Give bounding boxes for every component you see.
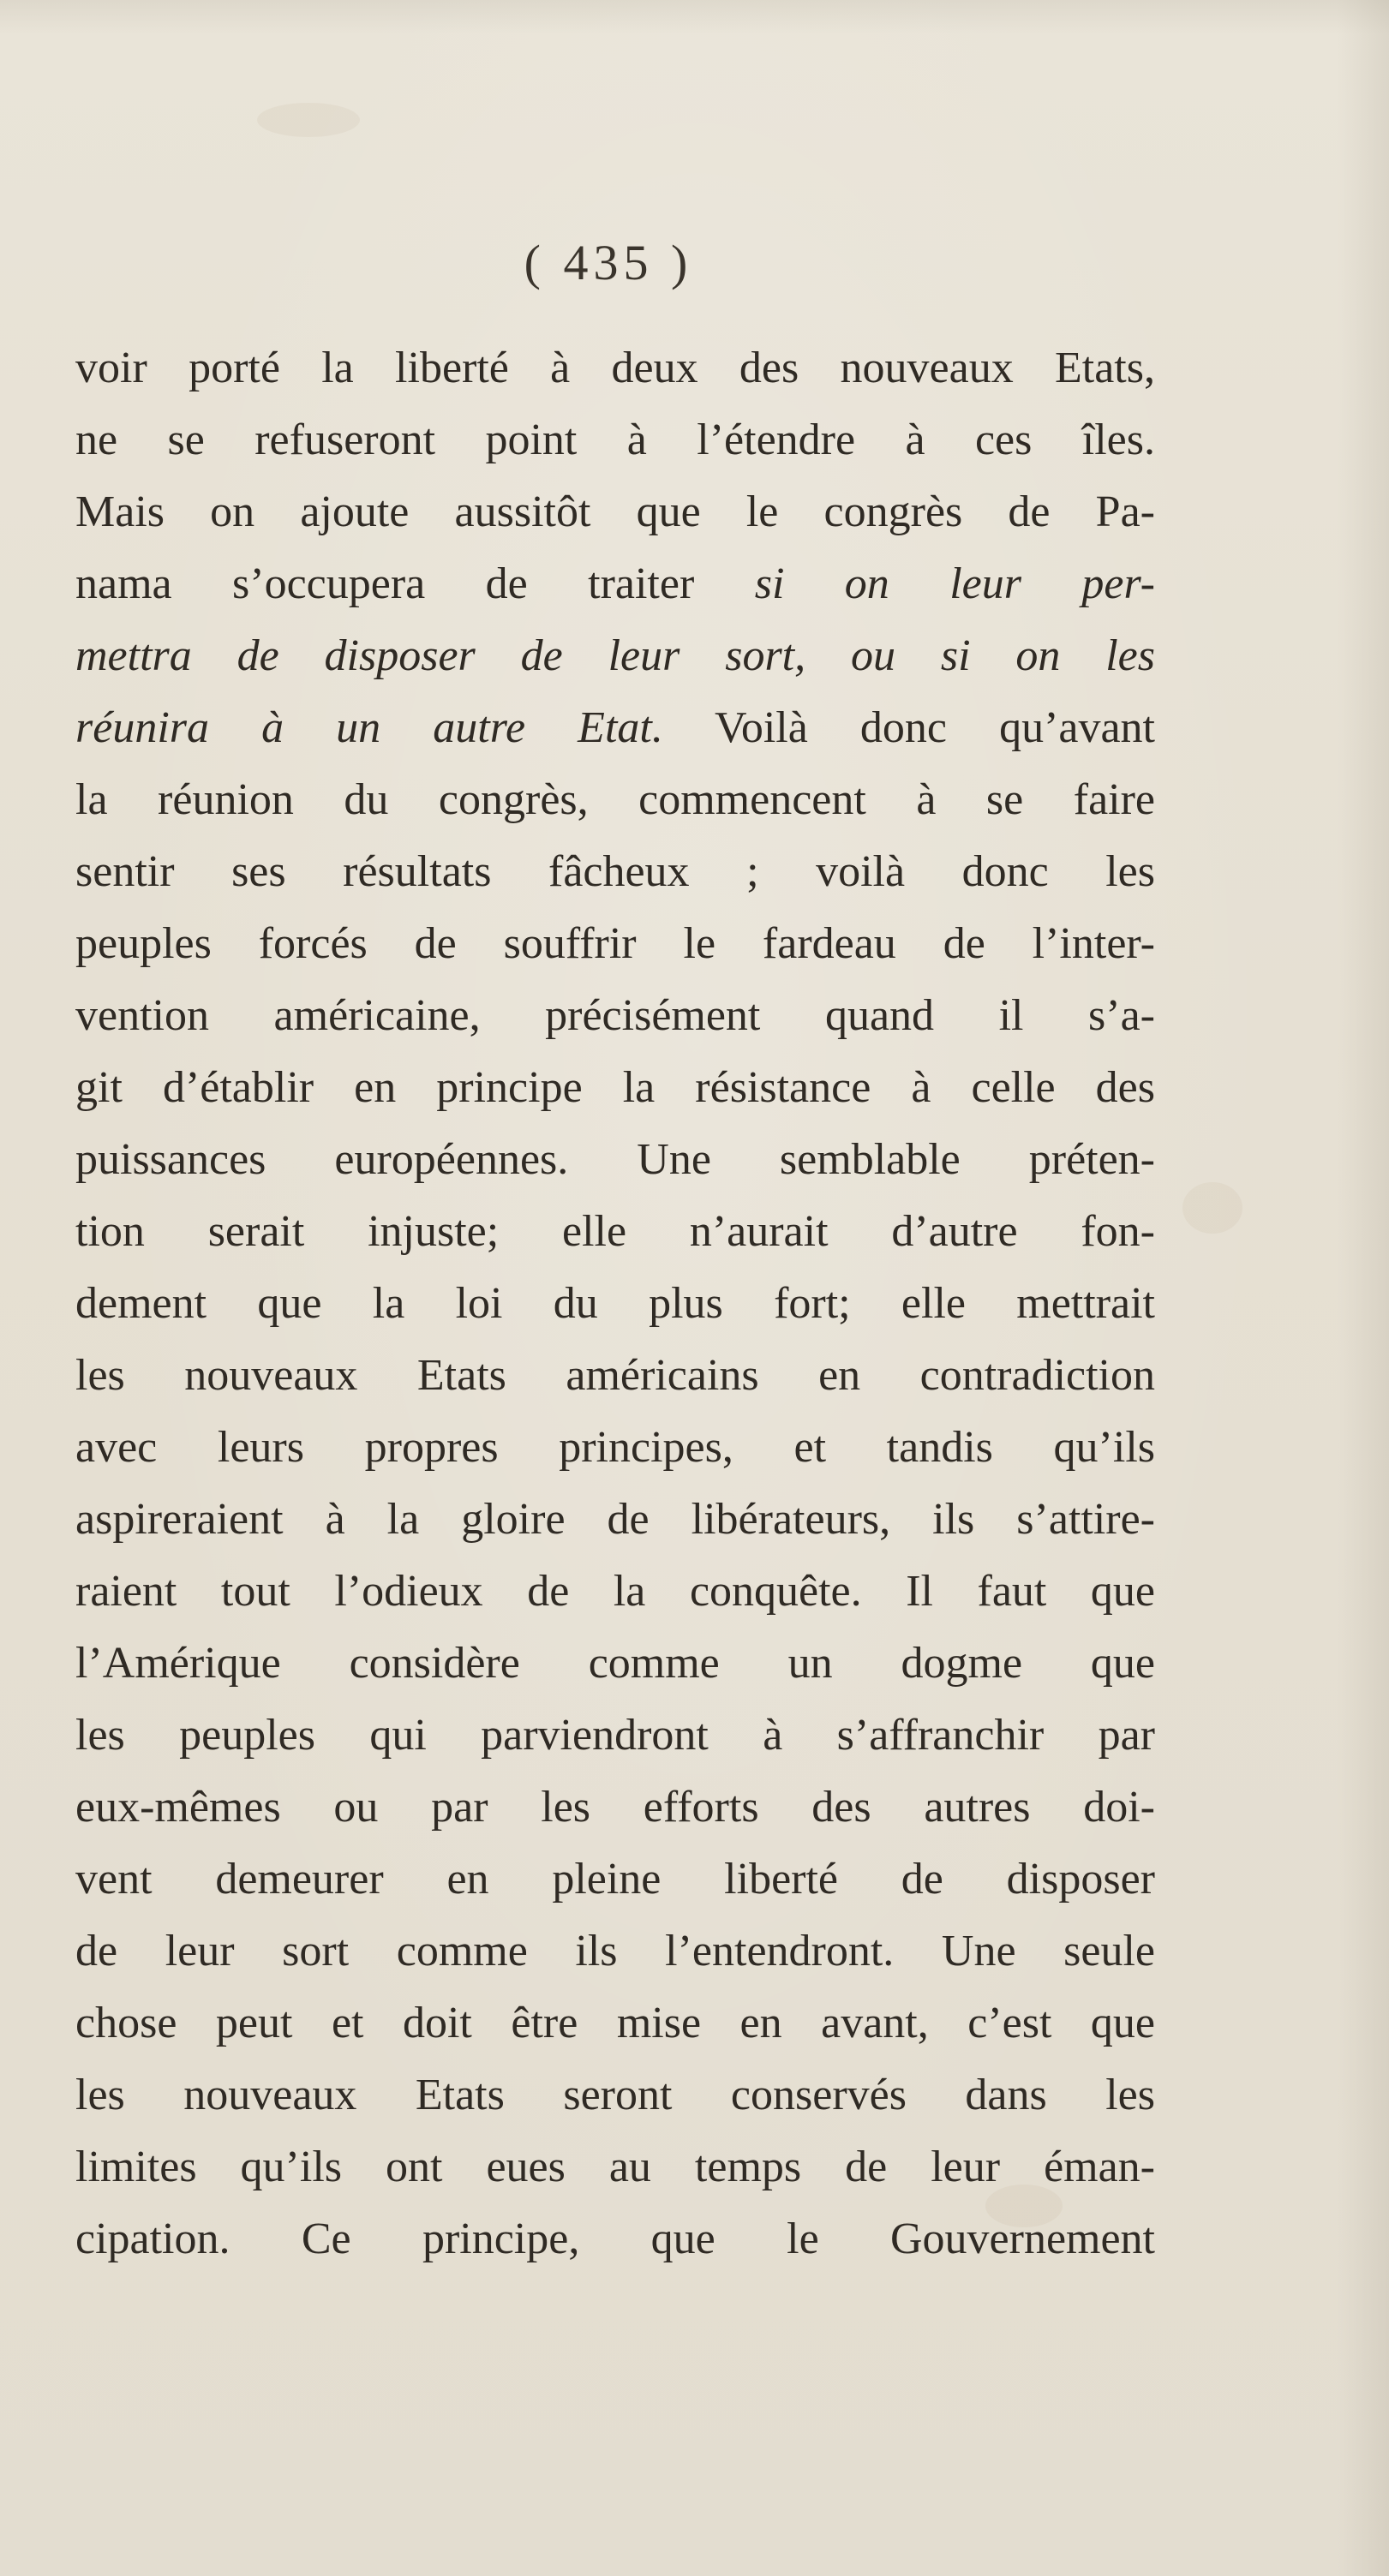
text-segment: voir porté la liberté à deux des nouveaux Etats, bbox=[75, 344, 1155, 392]
text-line bbox=[75, 2203, 1155, 2275]
text-line bbox=[75, 620, 1155, 692]
text-segment: les peuples qui parviendront à s’affranchir par bbox=[75, 1711, 1155, 1760]
text-line bbox=[75, 1412, 1155, 1484]
text-line bbox=[75, 404, 1155, 476]
text-line bbox=[75, 1484, 1155, 1556]
text-segment: l’Amérique considère comme un dogme que bbox=[75, 1639, 1155, 1688]
text-segment: puissances européennes. Une semblable préten- bbox=[75, 1135, 1155, 1184]
text-line bbox=[75, 1987, 1155, 2059]
text-line bbox=[75, 1628, 1155, 1700]
text-segment: de leur sort comme ils l’entendront. Une seule bbox=[75, 1927, 1155, 1975]
text-segment: aspireraient à la gloire de libérateurs, ils s’attire- bbox=[75, 1495, 1155, 1544]
page-edge-shadow-right bbox=[1338, 0, 1389, 2576]
page-number: ( 435 ) bbox=[524, 235, 693, 290]
text-line bbox=[75, 1340, 1155, 1412]
text-line bbox=[75, 908, 1155, 980]
text-line bbox=[75, 332, 1155, 404]
text-segment: dement que la loi du plus fort; elle mettrait bbox=[75, 1279, 1155, 1328]
page-edge-shadow-top bbox=[0, 0, 1389, 34]
text-segment: peuples forcés de souffrir le fardeau de l’inter- bbox=[75, 919, 1155, 968]
text-line bbox=[75, 692, 1155, 764]
text-segment: Voilà donc qu’avant bbox=[662, 703, 1155, 752]
text-segment: sentir ses résultats fâcheux ; voilà donc les bbox=[75, 847, 1155, 896]
text-line bbox=[75, 1700, 1155, 1772]
text-segment: tion serait injuste; elle n’aurait d’autre fon- bbox=[75, 1207, 1155, 1256]
text-line bbox=[75, 2059, 1155, 2131]
text-line bbox=[75, 548, 1155, 620]
text-segment: les nouveaux Etats seront conservés dans les bbox=[75, 2071, 1155, 2119]
text-segment: eux-mêmes ou par les efforts des autres doi- bbox=[75, 1783, 1155, 1832]
text-segment: la réunion du congrès, commencent à se faire bbox=[75, 775, 1155, 824]
text-segment: cipation. Ce principe, que le Gouvernement bbox=[75, 2214, 1155, 2263]
text-line bbox=[75, 980, 1155, 1052]
italic-text: réunira à un autre Etat. bbox=[75, 703, 663, 752]
text-line bbox=[75, 1052, 1155, 1124]
text-segment: les nouveaux Etats américains en contradiction bbox=[75, 1351, 1155, 1400]
text-segment: avec leurs propres principes, et tandis qu’ils bbox=[75, 1423, 1155, 1472]
body-text bbox=[75, 332, 1155, 2275]
text-line bbox=[75, 476, 1155, 548]
paper-stain bbox=[257, 103, 360, 137]
text-line bbox=[75, 836, 1155, 908]
paper-stain bbox=[1182, 1182, 1242, 1234]
text-segment: nama s’occupera de traiter bbox=[75, 559, 755, 608]
text-segment: vent demeurer en pleine liberté de disposer bbox=[75, 1855, 1155, 1904]
text-line bbox=[75, 1772, 1155, 1844]
text-line bbox=[75, 764, 1155, 836]
italic-text: si on leur per- bbox=[754, 559, 1155, 608]
text-segment: git d’établir en principe la résistance à celle des bbox=[75, 1063, 1155, 1112]
text-line bbox=[75, 1844, 1155, 1916]
text-line bbox=[75, 2131, 1155, 2203]
text-segment: raient tout l’odieux de la conquête. Il faut que bbox=[75, 1567, 1155, 1616]
text-segment: Mais on ajoute aussitôt que le congrès de Pa- bbox=[75, 487, 1155, 536]
text-line bbox=[75, 1196, 1155, 1268]
italic-text: mettra de disposer de leur sort, ou si on les bbox=[75, 631, 1155, 680]
text-line bbox=[75, 1268, 1155, 1340]
text-line bbox=[75, 1556, 1155, 1628]
text-line bbox=[75, 1124, 1155, 1196]
text-segment: ne se refuseront point à l’étendre à ces îles. bbox=[75, 415, 1155, 464]
text-segment: chose peut et doit être mise en avant, c’est que bbox=[75, 1999, 1155, 2047]
text-segment: limites qu’ils ont eues au temps de leur éman- bbox=[75, 2143, 1155, 2191]
text-line bbox=[75, 1916, 1155, 1987]
text-segment: vention américaine, précisément quand il s’a- bbox=[75, 991, 1155, 1040]
